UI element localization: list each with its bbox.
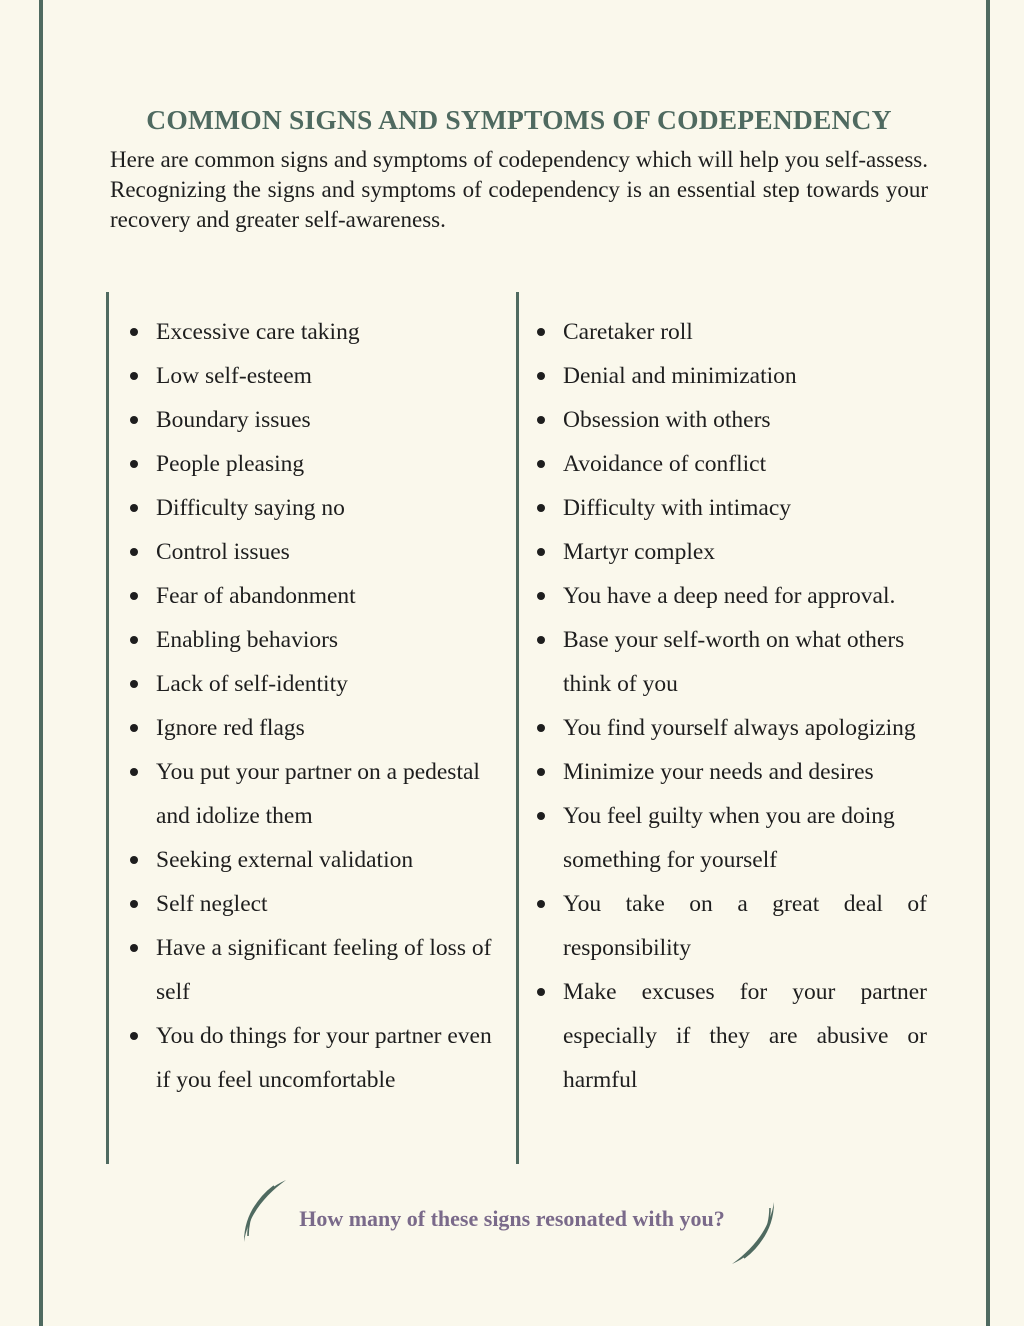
page-border-left [39,0,43,1326]
bullet-icon [537,504,545,512]
bullet-icon [537,812,545,820]
list-item [128,310,498,354]
left-column-rule [106,292,109,1164]
right-signs-list [535,310,927,1102]
bullet-icon [537,636,545,644]
bullet-icon [537,592,545,600]
bullet-icon [130,416,138,424]
list-item-text: Excessive care taking [156,319,360,345]
list-item-text: Base your self-worth on what others think of you [563,627,905,697]
list-item-text: Boundary issues [156,407,311,433]
right-column-rule [516,292,519,1164]
list-item [128,486,498,530]
bullet-icon [130,1032,138,1040]
list-item-text: Enabling behaviors [156,627,339,653]
list-item [128,530,498,574]
list-item [128,706,498,750]
list-item [128,354,498,398]
list-item [535,750,927,794]
list-item-text: You take on a great deal of responsibility [563,891,927,961]
page-title: COMMON SIGNS AND SYMPTOMS OF CODEPENDENCY [146,104,892,135]
list-item [128,442,498,486]
list-item [128,926,498,1014]
left-signs-list [128,310,498,1102]
list-item [535,354,927,398]
list-item [128,1014,498,1102]
list-item-text: Control issues [156,539,290,565]
list-item [535,970,927,1102]
list-item [535,486,927,530]
bullet-icon [537,416,545,424]
bullet-icon [130,944,138,952]
right-swoosh-icon [724,1198,784,1268]
list-item-text: Difficulty with intimacy [563,495,792,521]
list-item-text: You have a deep need for approval. [563,583,896,609]
bullet-icon [130,592,138,600]
list-item-text: You put your partner on a pedestal and idolize them [156,759,480,829]
list-item-text: You feel guilty when you are doing something for yourself [563,803,895,873]
list-item [535,794,927,882]
bullet-icon [130,372,138,380]
list-item-text: You find yourself always apologizing [563,715,916,741]
bullet-icon [537,328,545,336]
list-item [535,442,927,486]
bullet-icon [130,636,138,644]
list-item [128,662,498,706]
bullet-icon [130,900,138,908]
bullet-icon [130,680,138,688]
list-item-text: Caretaker roll [563,319,693,345]
bullet-icon [537,724,545,732]
list-item-text: You do things for your partner even if you feel uncomfortable [156,1023,492,1093]
list-item [128,838,498,882]
list-item-text: Have a significant feeling of loss of self [156,935,492,1005]
intro-paragraph: Here are common signs and symptoms of codependency which will help you self-assess. Recognizing the signs and symptoms of codependency is an essential step towards your recovery and greater self-awareness. [110,147,928,232]
list-item-text: Self neglect [156,891,268,917]
list-item-text: Minimize your needs and desires [563,759,874,785]
list-item-text: Difficulty saying no [156,495,345,521]
list-item [535,574,927,618]
list-item [535,882,927,970]
bullet-icon [537,460,545,468]
list-item [128,882,498,926]
list-item-text: Seeking external validation [156,847,414,873]
list-item-text: People pleasing [156,451,305,477]
bullet-icon [130,768,138,776]
list-item [535,530,927,574]
list-item [128,618,498,662]
bullet-icon [130,548,138,556]
list-item [128,398,498,442]
list-item [535,618,927,706]
list-item-text: Low self-esteem [156,363,312,389]
list-item [535,310,927,354]
list-item [535,706,927,750]
page-border-right [986,0,990,1326]
list-item-text: Obsession with others [563,407,771,433]
bullet-icon [130,328,138,336]
bullet-icon [537,900,545,908]
bullet-icon [537,548,545,556]
bullet-icon [537,768,545,776]
list-item-text: Make excuses for your partner especially if they are abusive or harmful [563,979,927,1093]
list-item [128,574,498,618]
list-item [128,750,498,838]
list-item-text: Fear of abandonment [156,583,356,609]
bullet-icon [130,460,138,468]
list-item-text: Martyr complex [563,539,716,565]
bullet-icon [537,372,545,380]
list-item [535,398,927,442]
list-item-text: Lack of self-identity [156,671,348,697]
bullet-icon [537,988,545,996]
reflection-question: How many of these signs resonated with you? [299,1206,725,1231]
list-item-text: Denial and minimization [563,363,797,389]
bullet-icon [130,856,138,864]
bullet-icon [130,504,138,512]
list-item-text: Avoidance of conflict [563,451,767,477]
bullet-icon [130,724,138,732]
list-item-text: Ignore red flags [156,715,305,741]
